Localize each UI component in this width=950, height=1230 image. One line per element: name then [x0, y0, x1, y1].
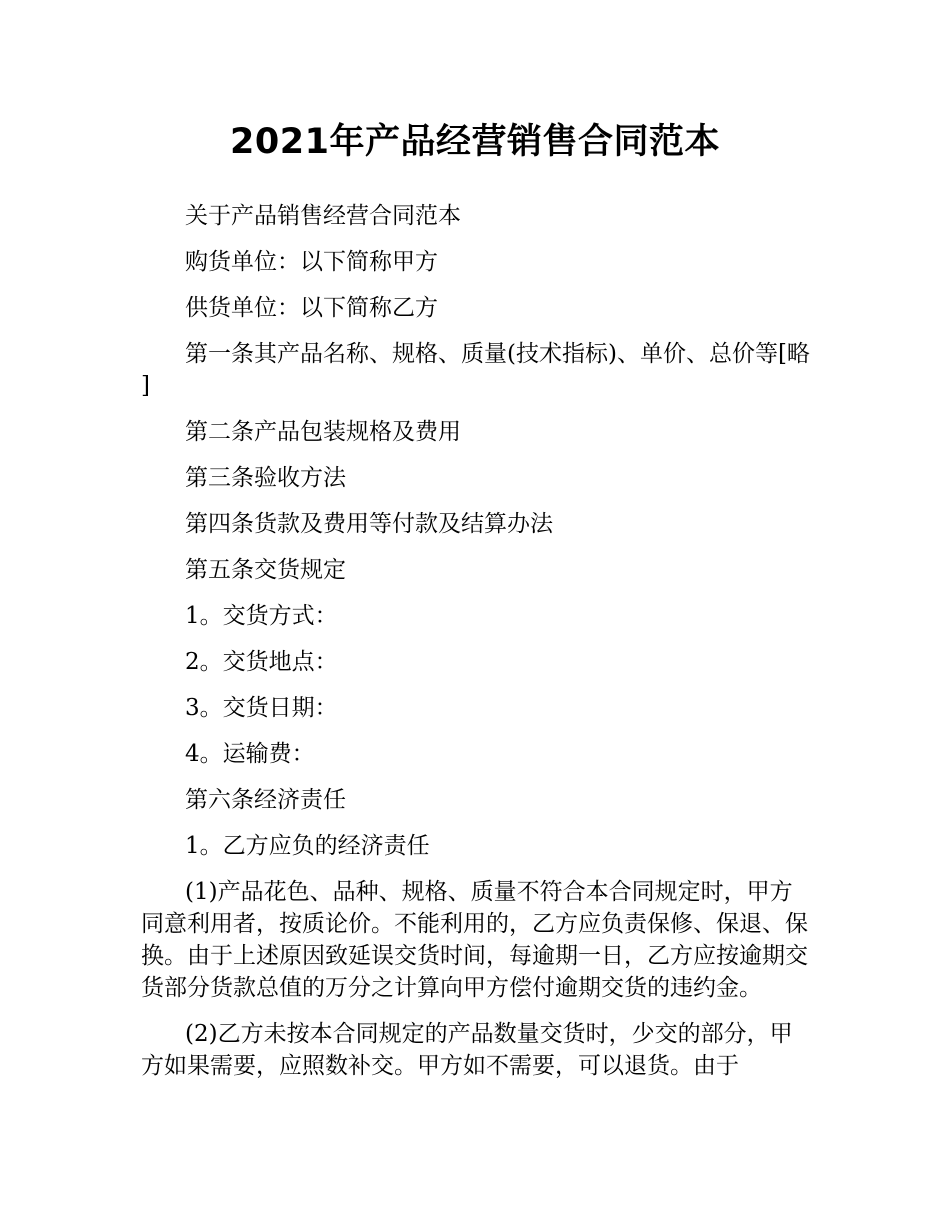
paragraph-intro: 关于产品销售经营合同范本	[185, 203, 461, 229]
liability-item-2: (2)乙方未按本合同规定的产品数量交货时，少交的部分，甲方如果需要，应照数补交。甲方如不需要，可以退货。由于	[141, 1021, 793, 1079]
paragraph-buyer: 购货单位：以下简称甲方	[185, 249, 438, 275]
paragraph-supplier: 供货单位：以下简称乙方	[185, 295, 438, 321]
delivery-date: 3。交货日期：	[185, 695, 338, 721]
clause-5: 第五条交货规定	[185, 557, 346, 583]
clause-1: 第一条其产品名称、规格、质量(技术指标)、单价、总价等[略]	[141, 341, 810, 399]
document-body	[141, 200, 811, 1096]
clause-6: 第六条经济责任	[185, 787, 346, 813]
clause-2: 第二条产品包装规格及费用	[185, 419, 461, 445]
document-title: 2021年产品经营销售合同范本	[230, 122, 720, 162]
shipping-fee: 4。运输费：	[185, 741, 315, 767]
clause-3: 第三条验收方法	[185, 465, 346, 491]
delivery-location: 2。交货地点：	[185, 649, 338, 675]
liability-item-1: (1)产品花色、品种、规格、质量不符合本合同规定时，甲方同意利用者，按质论价。不能利用的，乙方应负责保修、保退、保换。由于上述原因致延误交货时间，每逾期一日，乙方应按逾期交货部分货款总值的万分之计算向甲方偿付逾期交货的违约金。	[141, 879, 808, 1001]
supplier-liability: 1。乙方应负的经济责任	[185, 833, 430, 859]
clause-4: 第四条货款及费用等付款及结算办法	[185, 511, 553, 537]
delivery-method: 1。交货方式：	[185, 603, 338, 629]
